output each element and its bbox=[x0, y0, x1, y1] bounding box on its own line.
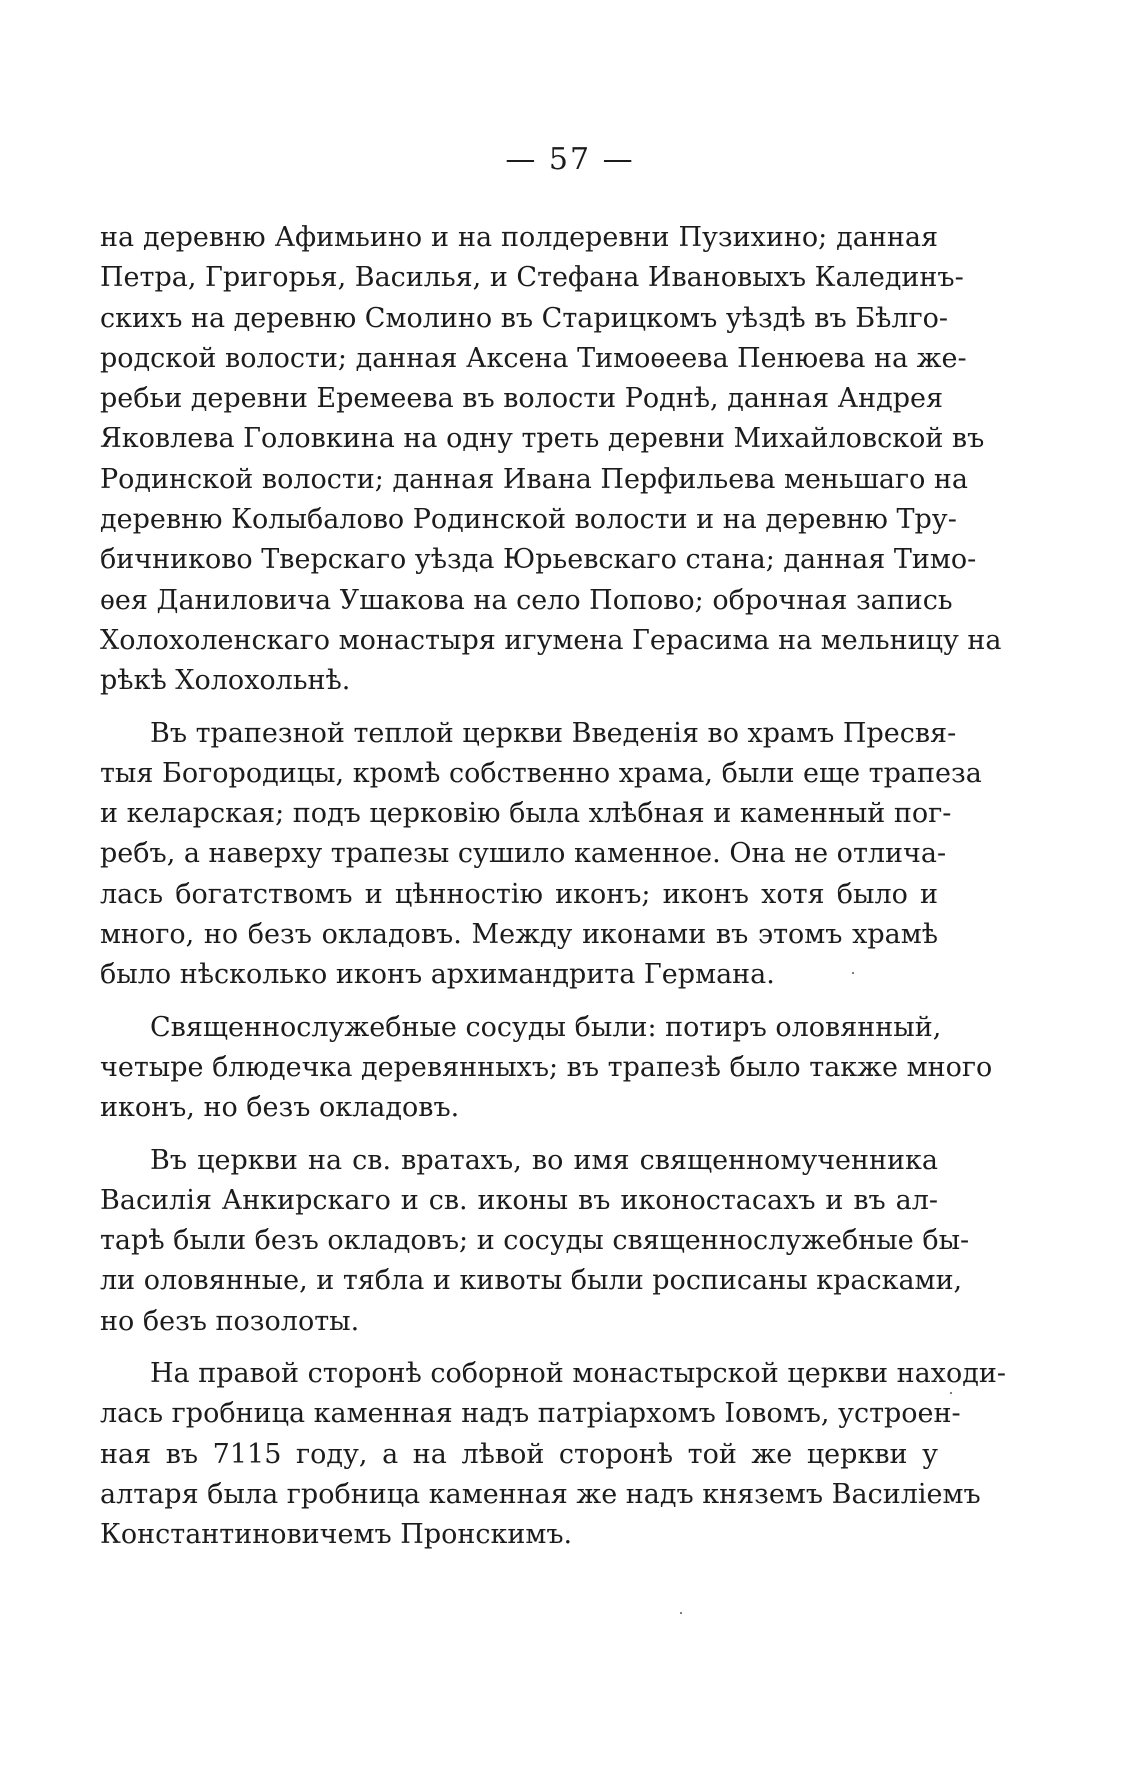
paragraph-1 bbox=[100, 218, 1002, 702]
text-line: Константиновичемъ Пронскимъ. bbox=[100, 1519, 573, 1551]
text-line: бичниково Тверскаго уѣзда Юрьевскаго стана; данная Тимо- bbox=[100, 544, 977, 576]
text-line: было нѣсколько иконъ архимандрита Германа. bbox=[100, 959, 775, 991]
text-line: на деревню Афимьино и на полдеревни Пузихино; данная bbox=[100, 222, 938, 253]
text-line: деревню Колыбалово Родинской волости и на деревню Тру- bbox=[100, 504, 957, 536]
paragraph-3 bbox=[100, 1008, 993, 1129]
text-line: На правой сторонѣ соборной монастырской церкви находи- bbox=[150, 1358, 1006, 1390]
text-line: иконъ, но безъ окладовъ. bbox=[100, 1092, 460, 1124]
text-line: но безъ позолоты. bbox=[100, 1305, 360, 1337]
text-line: четыре блюдечка деревянныхъ; въ трапезѣ было также много bbox=[100, 1051, 993, 1083]
text-line: ѳея Даниловича Ушакова на село Попово; оброчная запись bbox=[100, 584, 953, 616]
text-line: Василія Анкирскаго и св. иконы въ иконостасахъ и въ ал- bbox=[100, 1184, 938, 1216]
text-line: Въ церкви на св. вратахъ, во имя священномученника bbox=[150, 1144, 938, 1176]
text-line: алтаря была гробница каменная же надъ княземъ Василіемъ bbox=[100, 1478, 981, 1510]
text-line: рѣкѣ Холохольнѣ. bbox=[100, 665, 351, 697]
body-text bbox=[100, 218, 1006, 1556]
text-line: лась богатствомъ и цѣнностію иконъ; иконъ хотя было и bbox=[100, 878, 938, 910]
text-line: Родинской волости; данная Ивана Перфильева меньшаго на bbox=[100, 463, 969, 495]
text-line: Священнослужебные сосуды были: потиръ оловянный, bbox=[150, 1011, 942, 1043]
text-line: ребьи деревни Еремеева въ волости Роднѣ, данная Андрея bbox=[100, 383, 943, 415]
paragraph-4 bbox=[100, 1141, 970, 1342]
text-line: много, но безъ окладовъ. Между иконами въ этомъ храмѣ bbox=[100, 919, 938, 951]
text-line: и келарская; подъ церковію была хлѣбная и каменный пог- bbox=[100, 798, 952, 830]
paragraph-2 bbox=[100, 714, 982, 996]
text-line: тарѣ были безъ окладовъ; и сосуды священнослужебные бы- bbox=[100, 1225, 970, 1257]
paragraph-5 bbox=[100, 1354, 1006, 1555]
scan-speck bbox=[950, 1392, 952, 1394]
text-line: ная въ 7115 году, а на лѣвой сторонѣ той же церкви у bbox=[100, 1438, 938, 1470]
page-number: — 57 — bbox=[505, 142, 635, 177]
scan-speck bbox=[852, 972, 854, 974]
text-line: лась гробница каменная надъ патріархомъ Іовомъ, устроен- bbox=[100, 1398, 961, 1430]
text-line: родской волости; данная Аксена Тимоѳеева Пенюева на же- bbox=[100, 342, 967, 374]
text-line: скихъ на деревню Смолино въ Старицкомъ уѣздѣ въ Бѣлго- bbox=[100, 302, 949, 334]
text-line: ребъ, а наверху трапезы сушило каменное. Она не отлича- bbox=[100, 838, 947, 870]
text-line: Холохоленскаго монастыря игумена Герасима на мельницу на bbox=[100, 624, 1002, 656]
scan-speck bbox=[680, 1612, 682, 1614]
text-line: Въ трапезной теплой церкви Введенія во храмъ Пресвя- bbox=[150, 717, 957, 749]
text-line: Петра, Григорья, Василья, и Стефана Ивановыхъ Калединъ- bbox=[100, 262, 964, 294]
text-line: ли оловянные, и тябла и кивоты были росписаны красками, bbox=[100, 1265, 963, 1297]
text-line: тыя Богородицы, кромѣ собственно храма, были еще трапеза bbox=[100, 757, 982, 789]
text-line: Яковлева Головкина на одну треть деревни Михайловской въ bbox=[100, 423, 985, 455]
